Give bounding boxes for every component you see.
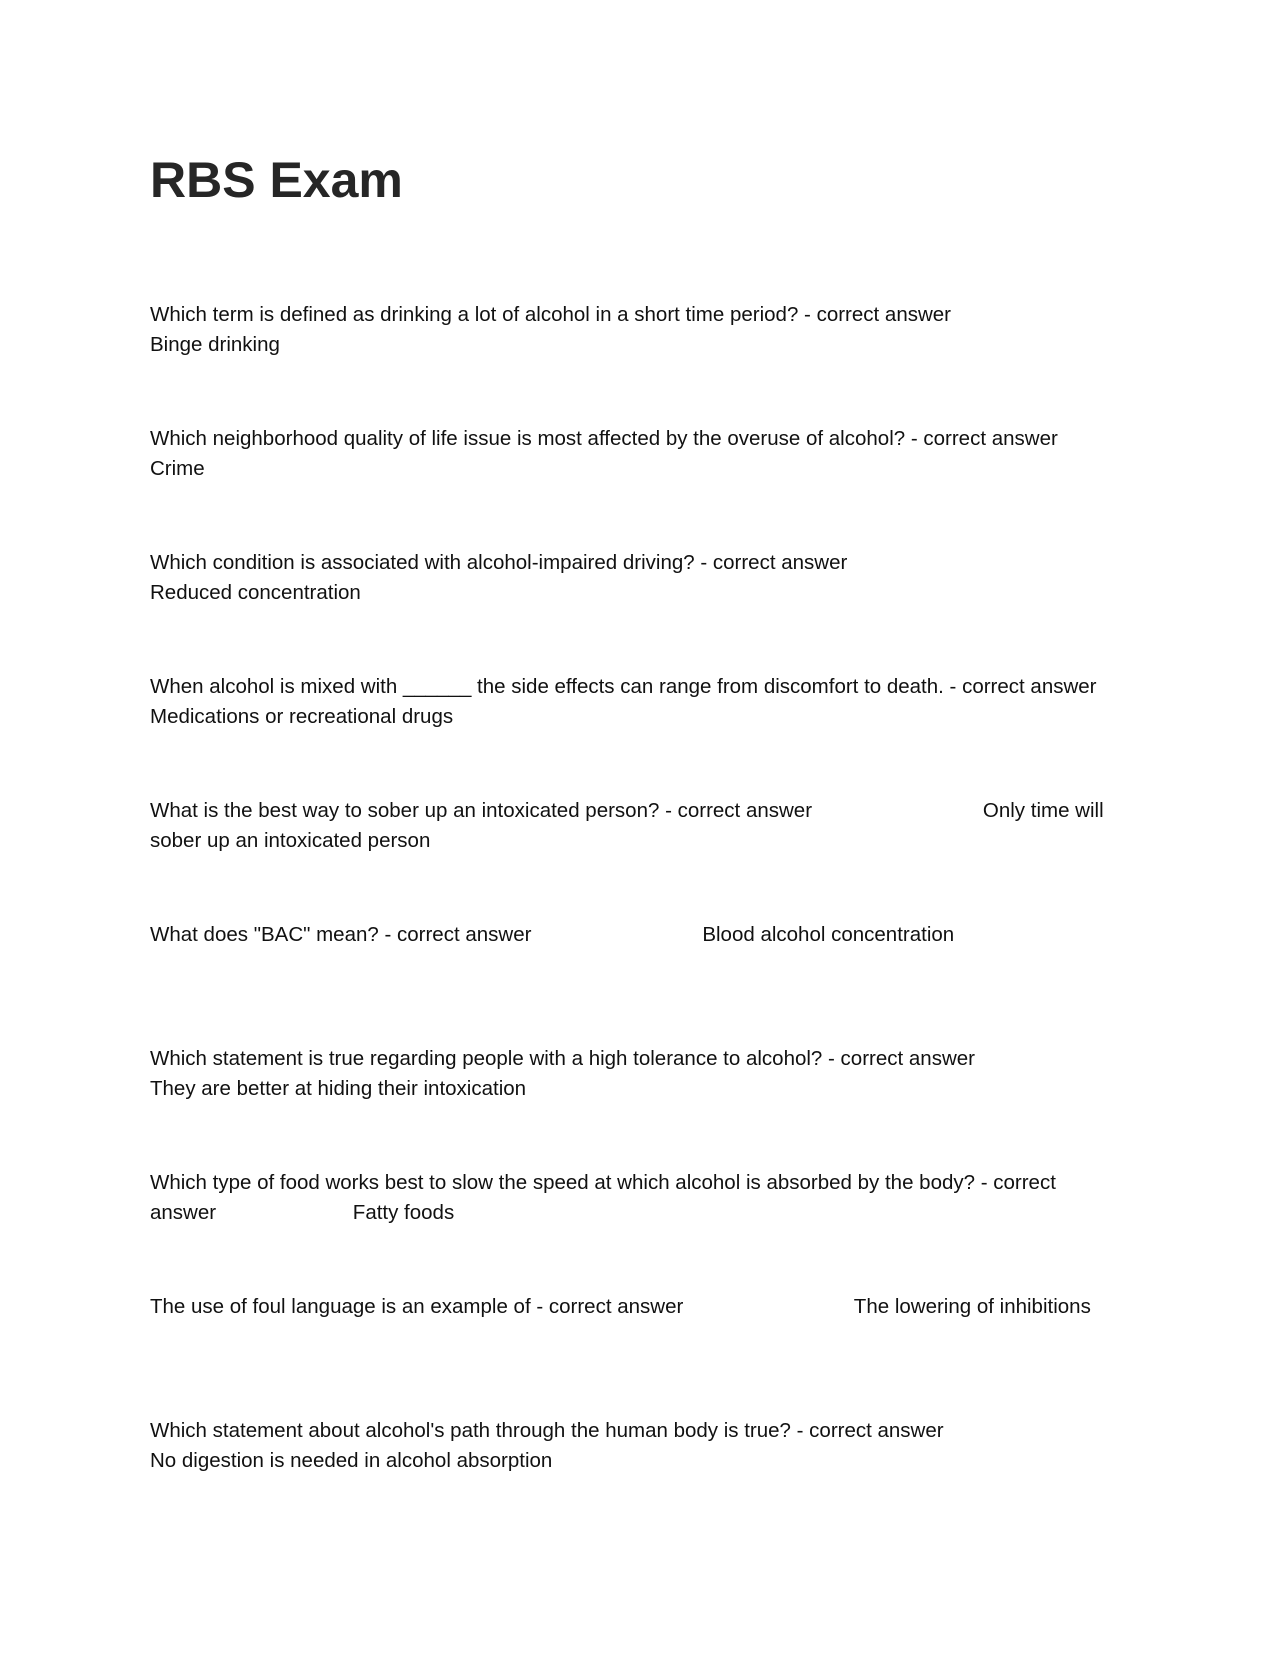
question-text: Which statement is true regarding people with a high tolerance to alcohol? - correct answer: [150, 1047, 975, 1070]
qa-item: [150, 920, 1125, 950]
answer-text: No digestion is needed in alcohol absorption: [150, 1449, 553, 1472]
question-text: When alcohol is mixed with ______ the side effects can range from discomfort to death. - correct answer: [150, 675, 1097, 698]
answer-text: Only time will sober up an intoxicated person: [150, 799, 1110, 852]
answer-text: They are better at hiding their intoxication: [150, 1077, 527, 1100]
qa-item: [150, 1292, 1125, 1322]
document-title: RBS Exam: [150, 152, 403, 208]
qa-item: [150, 300, 1125, 360]
question-text: Which term is defined as drinking a lot of alcohol in a short time period? - correct answer: [150, 303, 952, 326]
answer-text: Crime: [150, 457, 205, 480]
question-text: Which neighborhood quality of life issue is most affected by the overuse of alcohol? - correct answer: [150, 427, 1058, 450]
qa-item: [150, 796, 1125, 856]
qa-item: [150, 1168, 1125, 1228]
question-text: Which type of food works best to slow the speed at which alcohol is absorbed by the body? - correct answer: [150, 1171, 1062, 1224]
answer-text: Medications or recreational drugs: [150, 705, 454, 728]
question-text: What is the best way to sober up an intoxicated person? - correct answer: [150, 799, 813, 822]
answer-text: Blood alcohol concentration: [702, 923, 955, 946]
question-text: Which statement about alcohol's path through the human body is true? - correct answer: [150, 1419, 944, 1442]
question-text: What does "BAC" mean? - correct answer: [150, 923, 532, 946]
qa-item: [150, 424, 1125, 484]
question-text: The use of foul language is an example of - correct answer: [150, 1295, 684, 1318]
question-text: Which condition is associated with alcohol-impaired driving? - correct answer: [150, 551, 848, 574]
qa-item: [150, 672, 1125, 732]
qa-item: [150, 1044, 1125, 1104]
qa-item: [150, 548, 1125, 608]
answer-text: Fatty foods: [352, 1201, 455, 1224]
answer-text: Binge drinking: [150, 333, 280, 356]
answer-text: The lowering of inhibitions: [853, 1295, 1091, 1318]
answer-text: Reduced concentration: [150, 581, 361, 604]
qa-item: [150, 1416, 1125, 1476]
